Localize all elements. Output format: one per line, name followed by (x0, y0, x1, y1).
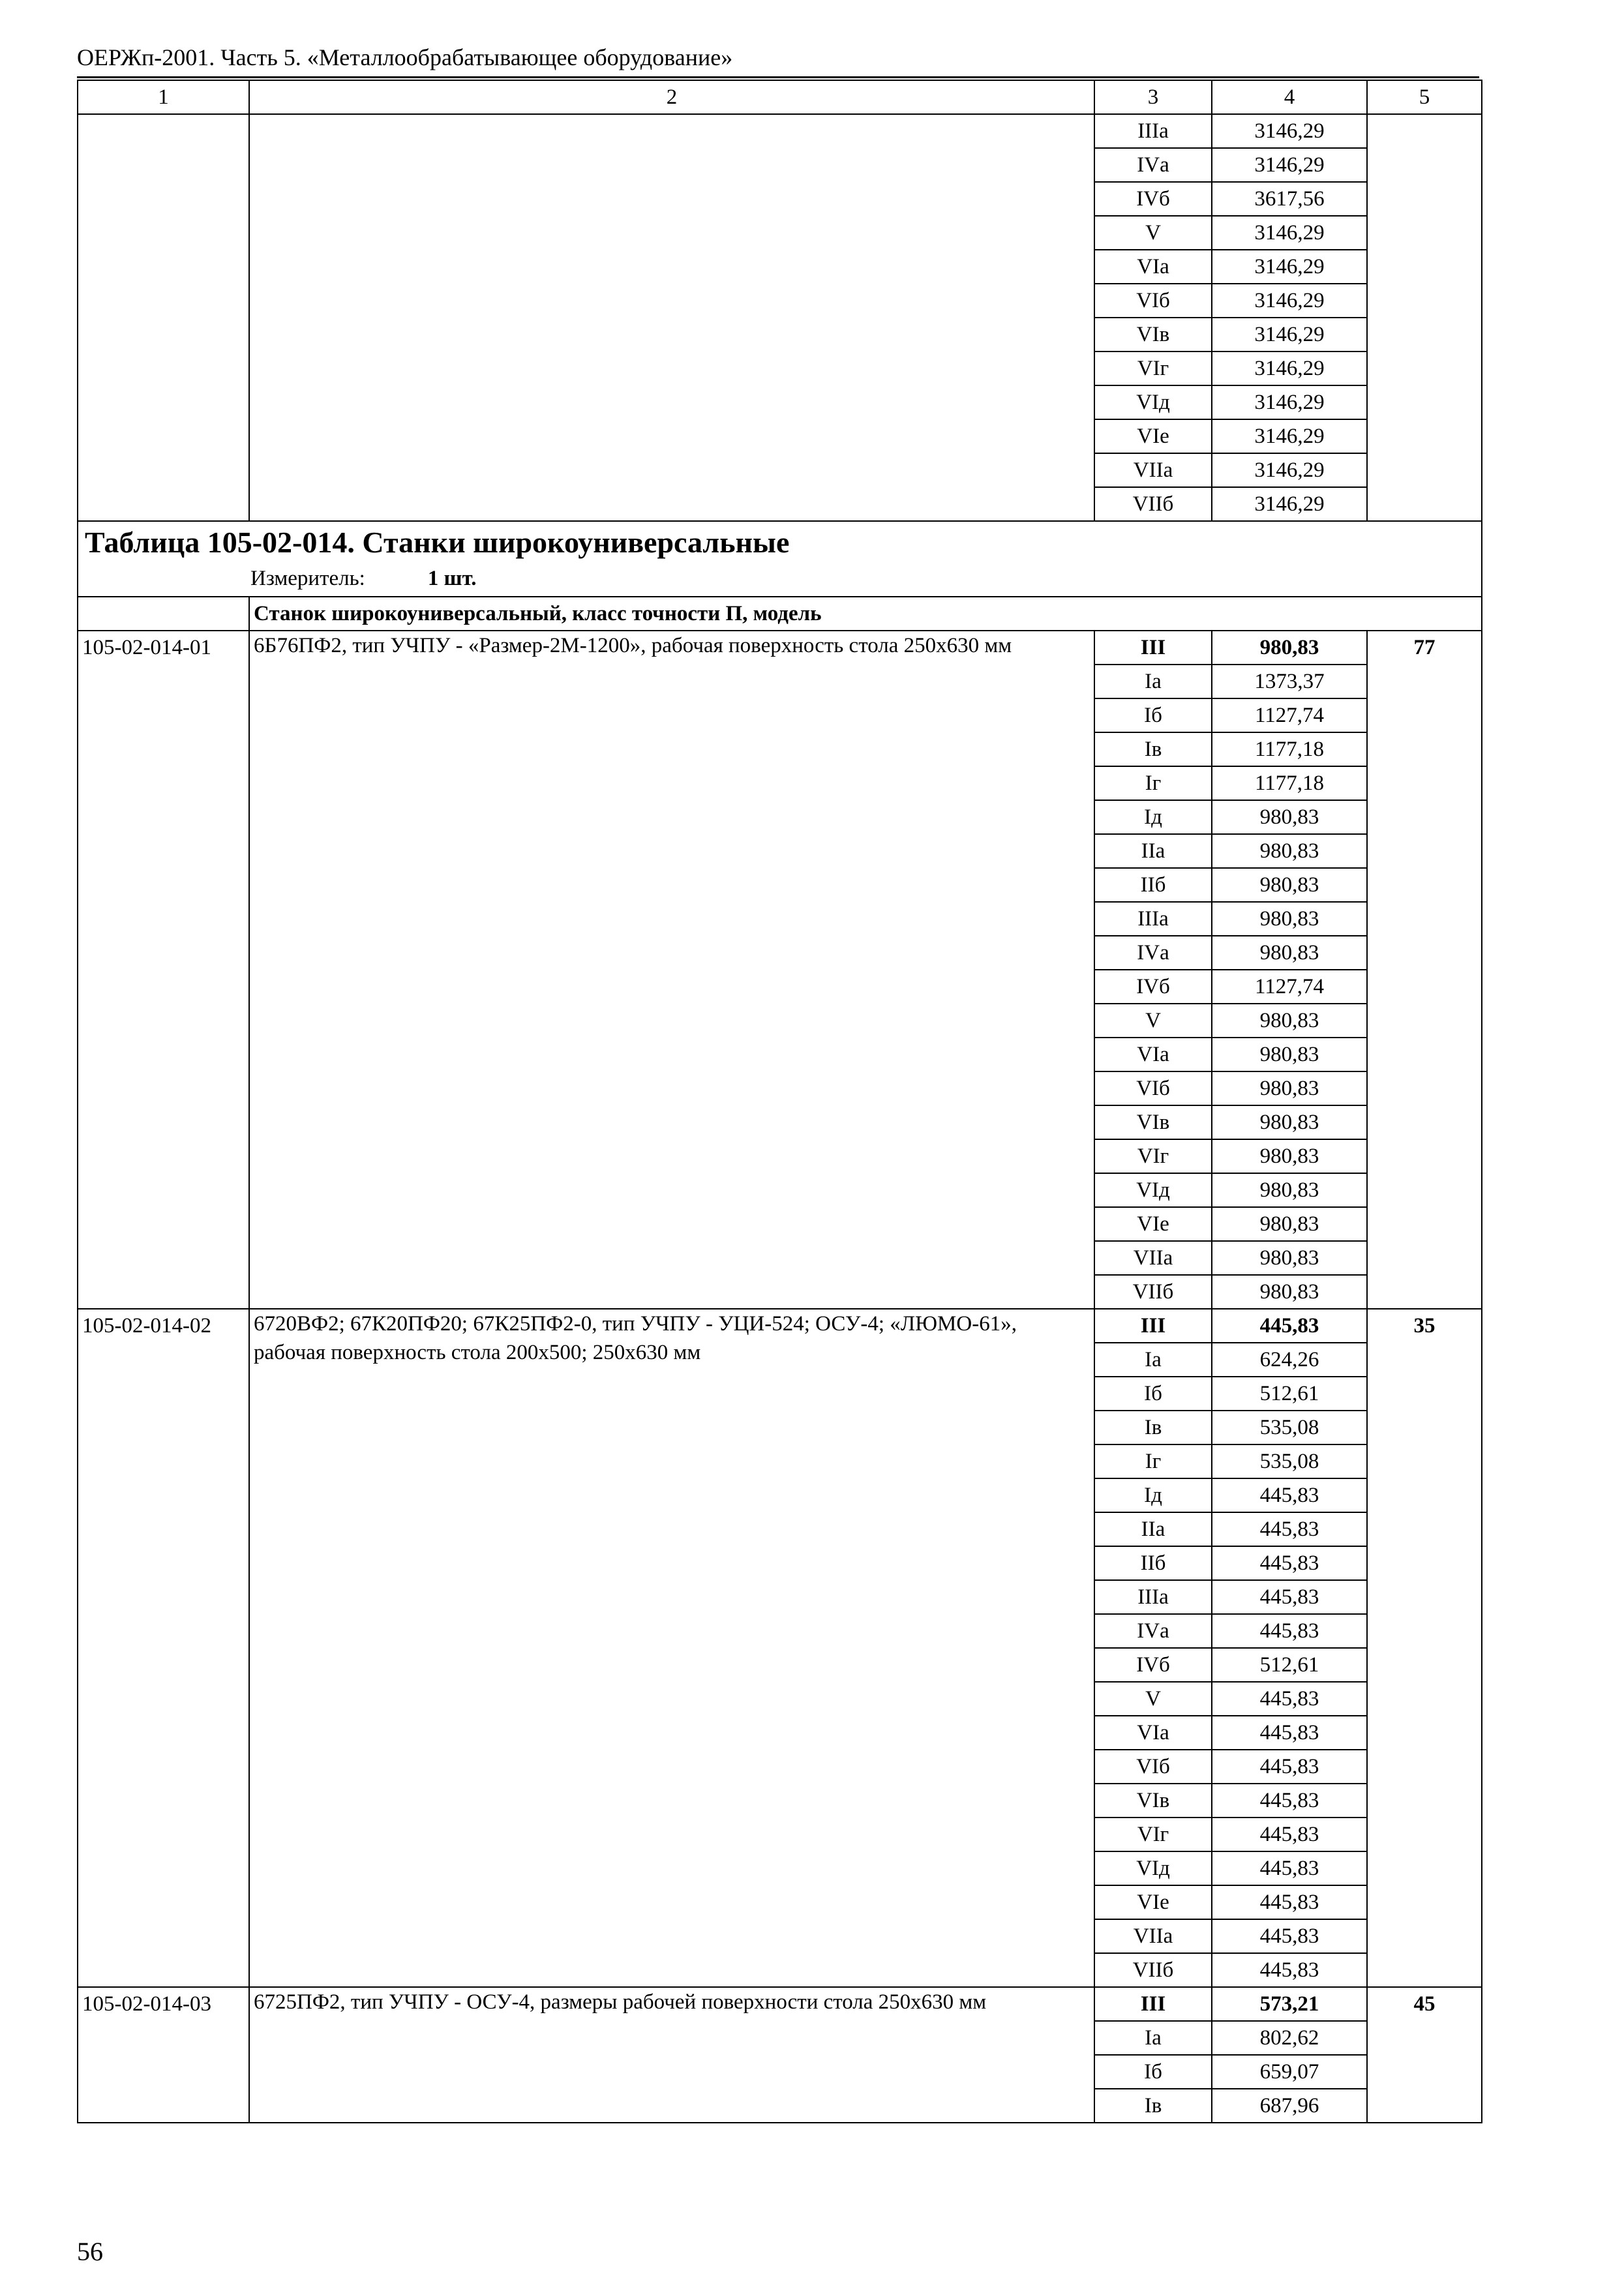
price-cell: 980,83 (1212, 1004, 1367, 1038)
price-cell: 445,83 (1212, 1851, 1367, 1885)
zone-cell: IIа (1094, 1512, 1212, 1546)
continuation-description-cell (249, 114, 1094, 521)
zone-cell: III (1094, 631, 1212, 665)
price-cell: 445,83 (1212, 1885, 1367, 1919)
header-rule (77, 76, 1479, 78)
price-cell: 445,83 (1212, 1784, 1367, 1818)
table-row (78, 631, 1482, 665)
price-cell: 535,08 (1212, 1444, 1367, 1478)
zone-cell: VIг (1094, 1818, 1212, 1851)
zone-cell: III (1094, 1309, 1212, 1343)
zone-cell: Iв (1094, 1411, 1212, 1444)
zone-cell: VIе (1094, 419, 1212, 453)
zone-cell: IVа (1094, 148, 1212, 182)
zone-cell: VIд (1094, 385, 1212, 419)
price-cell: 445,83 (1212, 1546, 1367, 1580)
zone-cell: Iд (1094, 1478, 1212, 1512)
price-cell: 445,83 (1212, 1716, 1367, 1750)
price-cell: 659,07 (1212, 2055, 1367, 2089)
zone-cell: Iв (1094, 732, 1212, 766)
price-cell: 512,61 (1212, 1377, 1367, 1411)
section-title-cell (78, 521, 1482, 597)
zone-cell: VIв (1094, 1105, 1212, 1139)
zone-cell: VIб (1094, 1071, 1212, 1105)
item-code: 105-02-014-03 (78, 1987, 249, 2123)
zone-cell: IIIа (1094, 1580, 1212, 1614)
price-cell: 3146,29 (1212, 250, 1367, 284)
item-col5: 35 (1367, 1309, 1482, 1987)
price-cell: 980,83 (1212, 1139, 1367, 1173)
price-cell: 1177,18 (1212, 732, 1367, 766)
price-cell: 624,26 (1212, 1343, 1367, 1377)
price-cell: 980,83 (1212, 834, 1367, 868)
zone-cell: Iб (1094, 1377, 1212, 1411)
price-cell: 802,62 (1212, 2021, 1367, 2055)
zone-cell: VIIб (1094, 487, 1212, 521)
zone-cell: VIа (1094, 1716, 1212, 1750)
price-cell: 3146,29 (1212, 352, 1367, 385)
price-cell: 445,83 (1212, 1919, 1367, 1953)
price-cell: 3146,29 (1212, 284, 1367, 318)
price-cell: 1127,74 (1212, 698, 1367, 732)
price-cell: 980,83 (1212, 631, 1367, 665)
zone-cell: VIIа (1094, 1241, 1212, 1275)
zone-cell: VIIа (1094, 453, 1212, 487)
measure-line (78, 563, 1481, 596)
price-cell: 980,83 (1212, 1038, 1367, 1071)
zone-cell: VIIб (1094, 1275, 1212, 1309)
zone-cell: Iд (1094, 800, 1212, 834)
price-cell: 445,83 (1212, 1512, 1367, 1546)
zone-cell: Iа (1094, 2021, 1212, 2055)
zone-cell: IIа (1094, 834, 1212, 868)
price-cell: 980,83 (1212, 936, 1367, 970)
price-cell: 980,83 (1212, 1275, 1367, 1309)
price-cell: 3146,29 (1212, 487, 1367, 521)
table-body (78, 80, 1482, 2123)
zone-cell: VIг (1094, 1139, 1212, 1173)
zone-cell: V (1094, 216, 1212, 250)
column-number-4: 4 (1212, 80, 1367, 114)
zone-cell: IIIа (1094, 902, 1212, 936)
subheading-row (78, 597, 1482, 631)
column-number-2: 2 (249, 80, 1094, 114)
zone-cell: V (1094, 1004, 1212, 1038)
column-number-1: 1 (78, 80, 249, 114)
zone-cell: VIе (1094, 1207, 1212, 1241)
subheading-empty-cell (78, 597, 249, 631)
price-cell: 980,83 (1212, 1071, 1367, 1105)
section-title-row (78, 521, 1482, 597)
continuation-code-cell (78, 114, 249, 521)
item-description-cell (249, 1987, 1094, 2123)
zone-cell: IVб (1094, 1648, 1212, 1682)
price-cell: 3146,29 (1212, 114, 1367, 148)
column-number-3: 3 (1094, 80, 1212, 114)
page-number: 56 (77, 2237, 103, 2266)
zone-cell: Iв (1094, 2089, 1212, 2123)
zone-cell: IVа (1094, 936, 1212, 970)
column-number-row (78, 80, 1482, 114)
item-description: 6Б76ПФ2, тип УЧПУ - «Размер-2М-1200», рабочая поверхность стола 250х630 мм (254, 634, 1012, 657)
price-cell: 1127,74 (1212, 970, 1367, 1004)
price-cell: 3146,29 (1212, 148, 1367, 182)
price-cell: 535,08 (1212, 1411, 1367, 1444)
zone-cell: VIIа (1094, 1919, 1212, 1953)
price-cell: 3617,56 (1212, 182, 1367, 216)
item-description: 6725ПФ2, тип УЧПУ - ОСУ-4, размеры рабочей поверхности стола 250х630 мм (254, 1990, 987, 2014)
price-cell: 980,83 (1212, 1207, 1367, 1241)
zone-cell: Iг (1094, 766, 1212, 800)
price-cell: 445,83 (1212, 1818, 1367, 1851)
zone-cell: VIд (1094, 1851, 1212, 1885)
price-cell: 1373,37 (1212, 665, 1367, 698)
item-description-cell (249, 1309, 1094, 1987)
price-cell: 445,83 (1212, 1580, 1367, 1614)
zone-cell: III (1094, 1987, 1212, 2021)
measure-label: Измеритель: (250, 567, 365, 590)
page-header: ОЕРЖп-2001. Часть 5. «Металлообрабатывающее оборудование» (77, 44, 733, 70)
zone-cell: VIг (1094, 352, 1212, 385)
item-description: 6720ВФ2; 67К20ПФ20; 67К25ПФ2-0, тип УЧПУ - УЦИ-524; ОСУ-4; «ЛЮМО-61», рабочая поверхность стола 200х500; 250х630 мм (254, 1312, 1017, 1364)
zone-cell: VIб (1094, 284, 1212, 318)
price-cell: 573,21 (1212, 1987, 1367, 2021)
zone-cell: VIв (1094, 318, 1212, 352)
table-row (78, 1309, 1482, 1343)
price-cell: 445,83 (1212, 1682, 1367, 1716)
item-description-cell (249, 631, 1094, 1309)
price-cell: 3146,29 (1212, 385, 1367, 419)
zone-cell: Iб (1094, 2055, 1212, 2089)
zone-cell: IIб (1094, 1546, 1212, 1580)
zone-cell: Iб (1094, 698, 1212, 732)
subheading: Станок широкоуниверсальный, класс точности П, модель (249, 597, 1482, 631)
price-cell: 980,83 (1212, 868, 1367, 902)
price-cell: 3146,29 (1212, 419, 1367, 453)
table-row (78, 114, 1482, 148)
item-code: 105-02-014-01 (78, 631, 249, 1309)
price-cell: 3146,29 (1212, 318, 1367, 352)
table-row (78, 1987, 1482, 2021)
column-number-5: 5 (1367, 80, 1482, 114)
zone-cell: IVа (1094, 1614, 1212, 1648)
price-cell: 3146,29 (1212, 453, 1367, 487)
zone-cell: IIIа (1094, 114, 1212, 148)
price-cell: 980,83 (1212, 1173, 1367, 1207)
zone-cell: VIд (1094, 1173, 1212, 1207)
item-code: 105-02-014-02 (78, 1309, 249, 1987)
price-cell: 445,83 (1212, 1614, 1367, 1648)
zone-cell: VIб (1094, 1750, 1212, 1784)
zone-cell: VIа (1094, 1038, 1212, 1071)
zone-cell: V (1094, 1682, 1212, 1716)
item-col5: 77 (1367, 631, 1482, 1309)
zone-cell: VIа (1094, 250, 1212, 284)
zone-cell: IVб (1094, 970, 1212, 1004)
price-cell: 1177,18 (1212, 766, 1367, 800)
zone-cell: Iг (1094, 1444, 1212, 1478)
zone-cell: Iа (1094, 665, 1212, 698)
zone-cell: VIв (1094, 1784, 1212, 1818)
price-cell: 445,83 (1212, 1478, 1367, 1512)
price-cell: 980,83 (1212, 902, 1367, 936)
price-cell: 980,83 (1212, 1241, 1367, 1275)
zone-cell: VIIб (1094, 1953, 1212, 1987)
price-cell: 3146,29 (1212, 216, 1367, 250)
zone-cell: IIб (1094, 868, 1212, 902)
price-cell: 445,83 (1212, 1953, 1367, 1987)
zone-cell: VIе (1094, 1885, 1212, 1919)
price-cell: 687,96 (1212, 2089, 1367, 2123)
price-cell: 980,83 (1212, 800, 1367, 834)
price-cell: 512,61 (1212, 1648, 1367, 1682)
continuation-col5-cell (1367, 114, 1482, 521)
price-cell: 445,83 (1212, 1309, 1367, 1343)
zone-cell: IVб (1094, 182, 1212, 216)
price-cell: 980,83 (1212, 1105, 1367, 1139)
section-title: Таблица 105-02-014. Станки широкоуниверсальные (85, 526, 790, 559)
measure-value: 1 шт. (427, 567, 477, 590)
price-cell: 445,83 (1212, 1750, 1367, 1784)
item-col5: 45 (1367, 1987, 1482, 2123)
price-table (77, 80, 1482, 2123)
zone-cell: Iа (1094, 1343, 1212, 1377)
